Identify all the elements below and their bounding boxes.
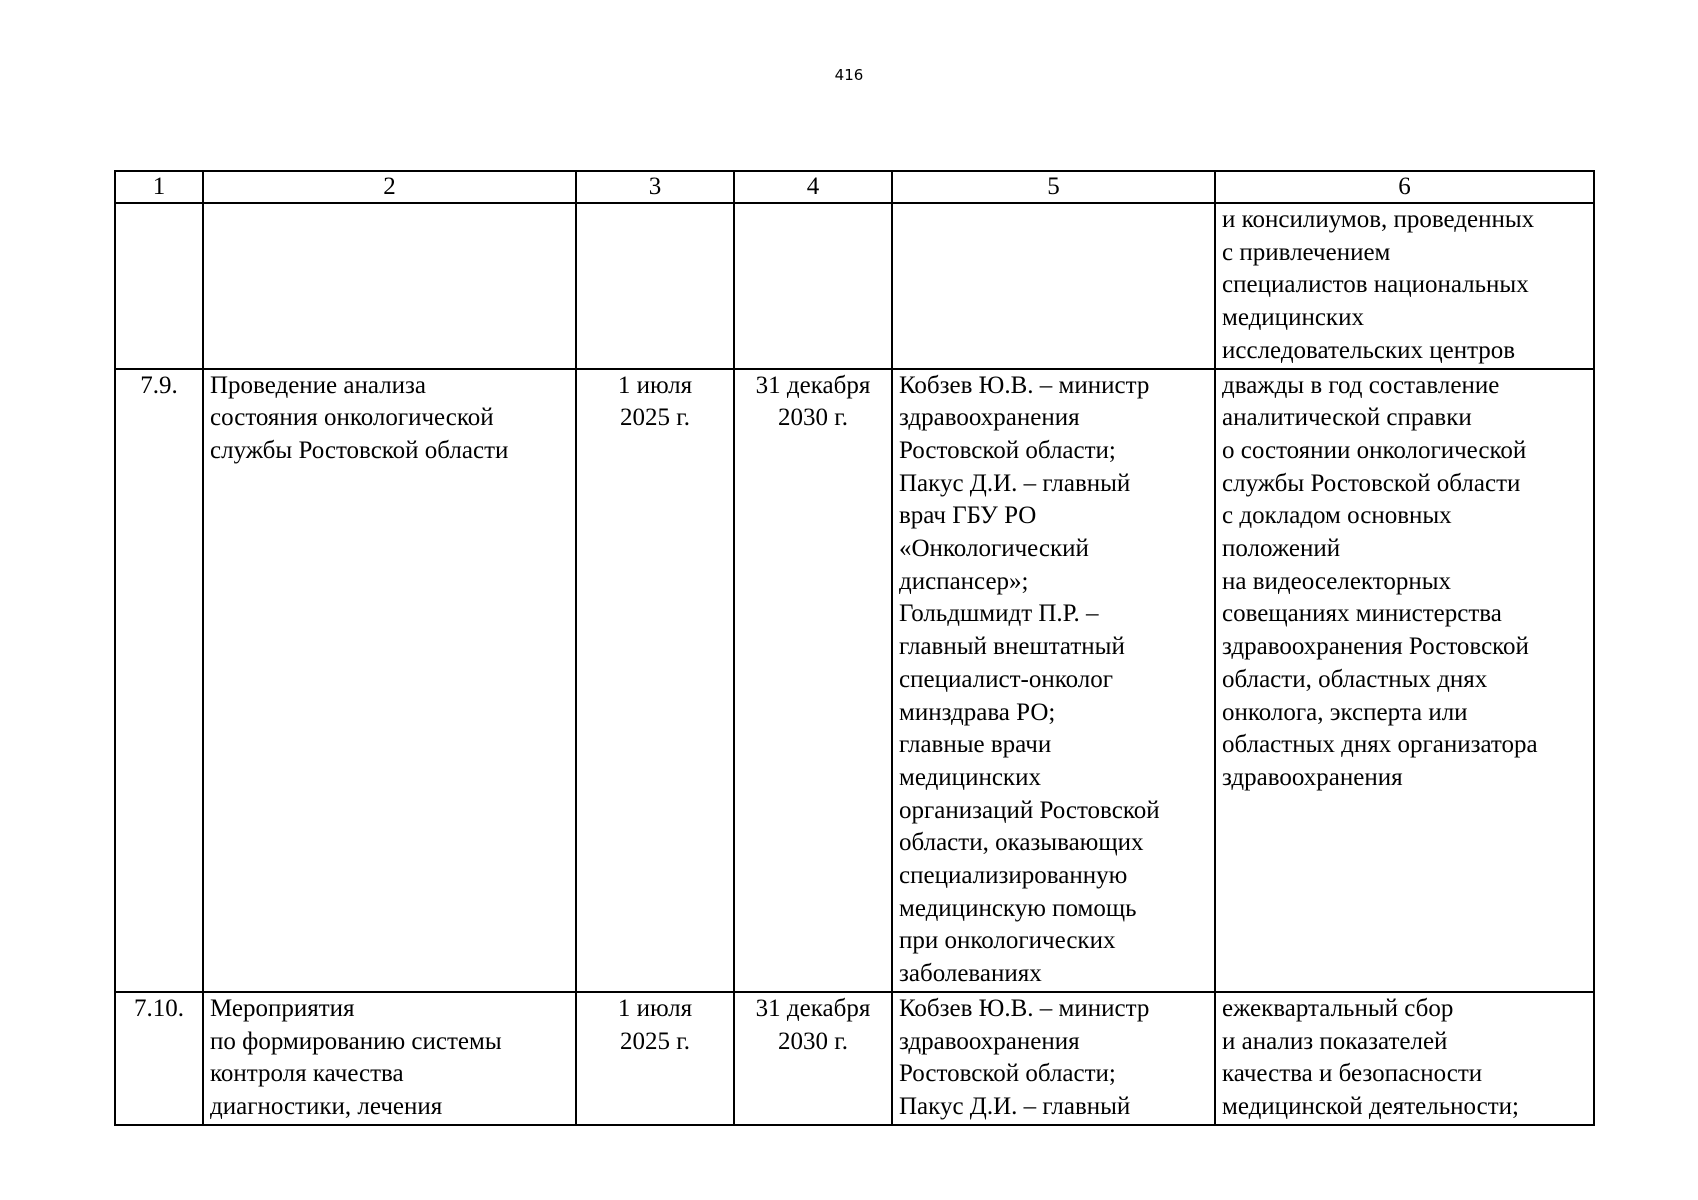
header-col-1: 1: [115, 171, 203, 203]
event-cell: Мероприятия по формированию системы контроля качества диагностики, лечения: [203, 992, 576, 1125]
end-date-cell: 31 декабря 2030 г.: [734, 369, 892, 992]
event-cell: Проведение анализа состояния онкологической службы Ростовской области: [203, 369, 576, 992]
result-cell: и консилиумов, проведенных с привлечением специалистов национальных медицинских исследовательских центров: [1215, 203, 1594, 369]
header-col-6: 6: [1215, 171, 1594, 203]
header-col-3: 3: [576, 171, 734, 203]
table-header: [115, 171, 1594, 203]
row-number-cell: [115, 203, 203, 369]
header-col-5: 5: [892, 171, 1215, 203]
event-cell: [203, 203, 576, 369]
page-number: 416: [834, 66, 864, 84]
result-cell: ежеквартальный сбор и анализ показателей качества и безопасности медицинской деятельности;: [1215, 992, 1594, 1125]
row-number-cell: 7.10.: [115, 992, 203, 1125]
end-date-cell: [734, 203, 892, 369]
table-body: [115, 203, 1594, 1125]
result-cell: дважды в год составление аналитической справки о состоянии онкологической службы Ростовской области с докладом основных положений на видеоселекторных совещаниях министерства здравоохранения Ростовской области, областных днях онколога, эксперта или областных днях организатора здравоохранения: [1215, 369, 1594, 992]
table-row: [115, 992, 1594, 1125]
plan-table: [114, 170, 1595, 1126]
start-date-cell: 1 июля 2025 г.: [576, 992, 734, 1125]
table-row: [115, 369, 1594, 992]
responsible-cell: Кобзев Ю.В. – министр здравоохранения Ростовской области; Пакус Д.И. – главный врач ГБУ РО «Онкологический диспансер»; Гольдшмидт П.Р. – главный внештатный специалист-онколог минздрава РО; главные врачи медицинских организаций Ростовской области, оказывающих специализированную медицинскую помощь при онкологических заболеваниях: [892, 369, 1215, 992]
header-row: [115, 171, 1594, 203]
table-row: [115, 203, 1594, 369]
responsible-cell: Кобзев Ю.В. – министр здравоохранения Ростовской области; Пакус Д.И. – главный: [892, 992, 1215, 1125]
start-date-cell: 1 июля 2025 г.: [576, 369, 734, 992]
responsible-cell: [892, 203, 1215, 369]
row-number-cell: 7.9.: [115, 369, 203, 992]
end-date-cell: 31 декабря 2030 г.: [734, 992, 892, 1125]
header-col-2: 2: [203, 171, 576, 203]
header-col-4: 4: [734, 171, 892, 203]
start-date-cell: [576, 203, 734, 369]
